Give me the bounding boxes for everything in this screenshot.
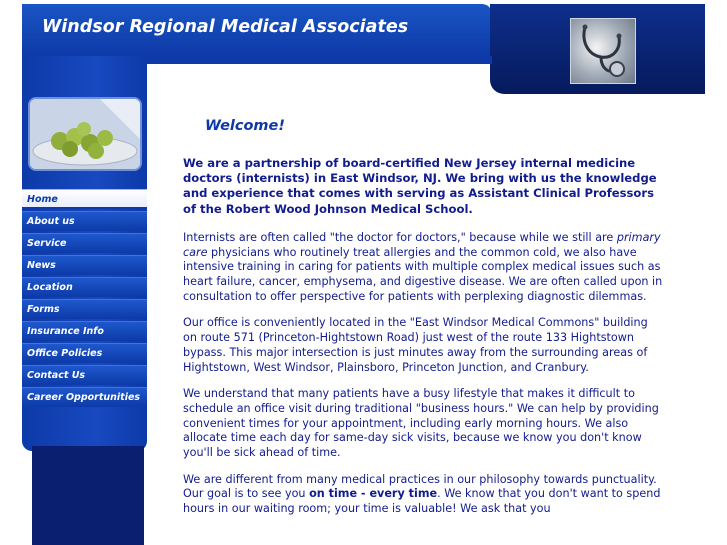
internists-text-c: consultation to offer perspective for patients with perplexing diagnostic dilemmas. (183, 289, 647, 303)
nav-item-insurance-info[interactable]: Insurance Info (22, 321, 147, 341)
location-paragraph: Our office is conveniently located in the "East Windsor Medical Commons" building on route 571 (Princeton-Hightstown Road) just west of the route 133 Hightstown bypass. This major intersection is just minutes away from the surrounding areas of Hightstown, West Windsor, Plainsboro, Princeton Junction, and Cranbury. (183, 316, 648, 374)
nav-item-forms[interactable]: Forms (22, 299, 147, 319)
header-lower-bar (147, 56, 492, 64)
on-time-emphasis: on time - every time (309, 487, 438, 501)
stethoscope-photo (570, 18, 636, 84)
main-nav (22, 189, 147, 409)
welcome-heading: Welcome! (205, 118, 285, 134)
internists-text-a: Internists are often called "the doctor for doctors," because while we still are (183, 230, 617, 244)
site-title: Windsor Regional Medical Associates (42, 17, 409, 37)
intro-paragraph: We are a partnership of board-certified New Jersey internal medicine doctors (internists) in East Windsor, NJ. We bring with us the knowledge and experience that comes with serving as Assistant Clinical Professors of the Robert Wood Johnson Medical School. (183, 155, 657, 216)
nav-item-contact-us[interactable]: Contact Us (22, 365, 147, 385)
nav-item-location[interactable]: Location (22, 277, 147, 297)
nav-item-news[interactable]: News (22, 255, 147, 275)
scheduling-paragraph: We understand that many patients have a busy lifestyle that makes it difficult to schedule an office visit during traditional "business hours." We can help by providing convenient times for your appointment, including early morning hours. We also allocate time each day for same-day sick visits, because we know you don't know you'll be sick ahead of time. (183, 387, 659, 460)
nav-item-office-policies[interactable]: Office Policies (22, 343, 147, 363)
nav-item-service[interactable]: Service (22, 233, 147, 253)
punctuality-text-a: We are different from many medical practices in our philosophy towards punctuality. Our goal is to see you (183, 472, 657, 501)
olives-photo (28, 97, 142, 171)
nav-item-career-opportunities[interactable]: Career Opportunities (22, 387, 147, 407)
punctuality-text-b: . We know that you don't want to spend hours in our waiting room; your time is valuable! We ask that you (183, 487, 661, 516)
nav-item-about-us[interactable]: About us (22, 211, 147, 231)
primary-care-emphasis: primary care (183, 230, 661, 259)
content-corner-curve (147, 64, 167, 84)
punctuality-paragraph (183, 473, 663, 517)
left-column-base (32, 446, 144, 545)
internists-text-b: physicians who routinely treat allergies and the common cold, we also have intensive training in caring for patients with multiple complex medical issues such as heart failure, cancer, emphysema, and digestive disease. We are often called upon in (183, 245, 663, 288)
main-content (183, 119, 663, 529)
nav-item-home[interactable]: Home (22, 189, 147, 209)
internists-paragraph (183, 231, 663, 305)
